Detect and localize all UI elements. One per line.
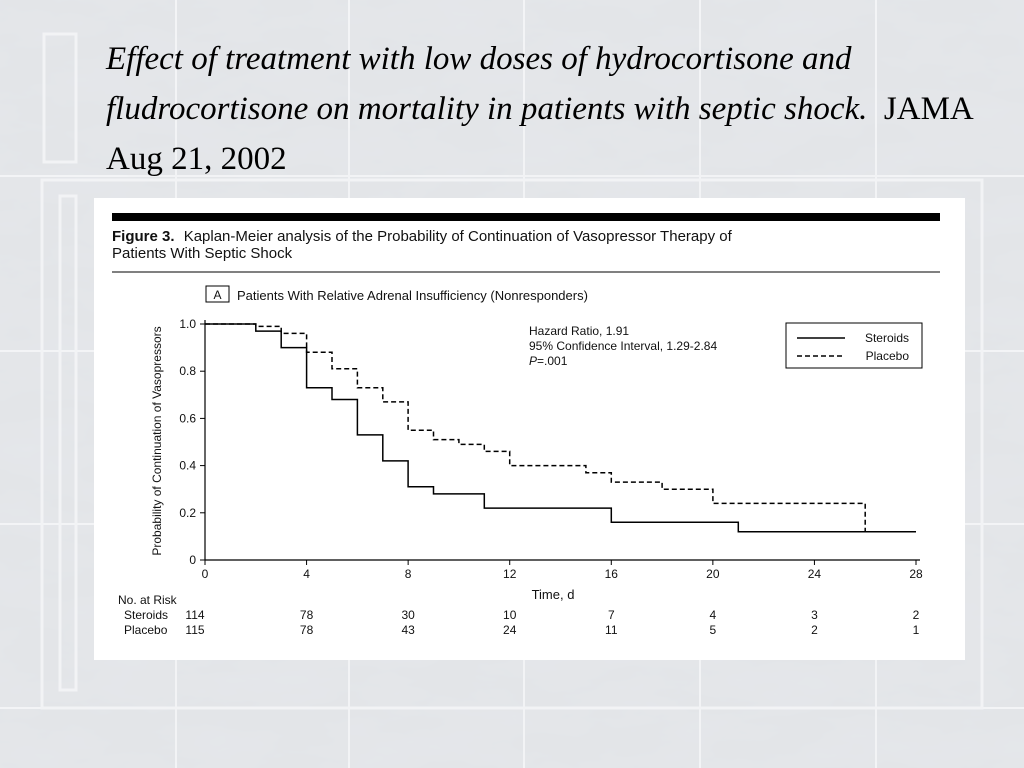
figure-caption-line1	[112, 228, 733, 245]
legend-label-placebo: Placebo	[865, 349, 909, 363]
at-risk-count-placebo: 2	[811, 623, 818, 637]
at-risk-count-placebo: 115	[185, 623, 205, 637]
y-axis-label: Probability of Continuation of Vasopressors	[150, 326, 164, 556]
slide-title	[106, 34, 986, 184]
at-risk-count-placebo: 5	[709, 623, 717, 637]
annotation-p-symbol: P	[529, 354, 538, 368]
y-tick-label: 0.6	[179, 411, 196, 426]
at-risk-count-steroids: 30	[401, 608, 415, 622]
annotation-hazard-ratio: Hazard Ratio, 1.91	[529, 324, 630, 338]
at-risk-count-placebo: 11	[605, 623, 618, 637]
annotation-confidence-interval: 95% Confidence Interval, 1.29-2.84	[529, 339, 718, 353]
x-tick-label: 20	[706, 567, 720, 581]
at-risk-count-placebo: 1	[912, 623, 920, 637]
annotation-p-value	[529, 354, 568, 368]
at-risk-count-placebo: 24	[503, 623, 517, 637]
figure-caption-text: Kaplan-Meier analysis of the Probability of Continuation of Vasopressor Therapy of	[183, 228, 732, 245]
x-axis-label: Time, d	[531, 587, 575, 602]
at-risk-count-steroids: 7	[607, 608, 615, 622]
at-risk-row-label-steroids: Steroids	[124, 608, 169, 622]
figure-number: Figure 3.	[112, 228, 175, 245]
panel-letter: A	[213, 288, 222, 302]
annotation-p-value-text: =.001	[537, 354, 568, 368]
y-tick-label: 0.4	[179, 458, 196, 473]
legend	[786, 323, 922, 368]
at-risk-count-steroids: 114	[185, 608, 205, 622]
at-risk-count-placebo: 43	[401, 623, 415, 637]
at-risk-count-placebo: 78	[299, 623, 314, 637]
slide-title-source: JAMA Aug 21, 2002	[106, 91, 972, 177]
figure-panel	[94, 198, 965, 660]
at-risk-count-steroids: 2	[912, 608, 920, 622]
y-tick-label: 0.8	[179, 364, 196, 379]
at-risk-count-steroids: 10	[503, 608, 517, 622]
at-risk-row-label-placebo: Placebo	[124, 623, 168, 637]
y-tick-label: 1.0	[179, 317, 196, 331]
kaplan-meier-chart	[94, 198, 965, 660]
y-tick-label: 0.2	[179, 505, 196, 520]
figure-header-bar	[112, 213, 940, 221]
at-risk-title: No. at Risk	[118, 593, 177, 607]
x-tick-label: 4	[303, 567, 310, 581]
x-tick-label: 8	[404, 567, 412, 581]
y-tick-label: 0	[189, 553, 196, 567]
x-tick-label: 24	[807, 567, 822, 581]
x-tick-label: 16	[604, 567, 618, 581]
x-tick-label: 12	[503, 567, 517, 581]
at-risk-count-steroids: 4	[709, 608, 717, 622]
at-risk-count-steroids: 78	[299, 608, 314, 622]
x-tick-label: 0	[201, 567, 209, 581]
panel-title: Patients With Relative Adrenal Insufficiency (Nonresponders)	[237, 288, 588, 303]
legend-label-steroids: Steroids	[864, 331, 909, 345]
figure-caption-line2: Patients With Septic Shock	[112, 245, 293, 262]
x-tick-label: 28	[909, 567, 923, 581]
at-risk-count-steroids: 3	[811, 608, 818, 622]
slide-title-citation: Effect of treatment with low doses of hydrocortisone and fludrocortisone on mortality in patients with septic shock.	[106, 41, 868, 127]
